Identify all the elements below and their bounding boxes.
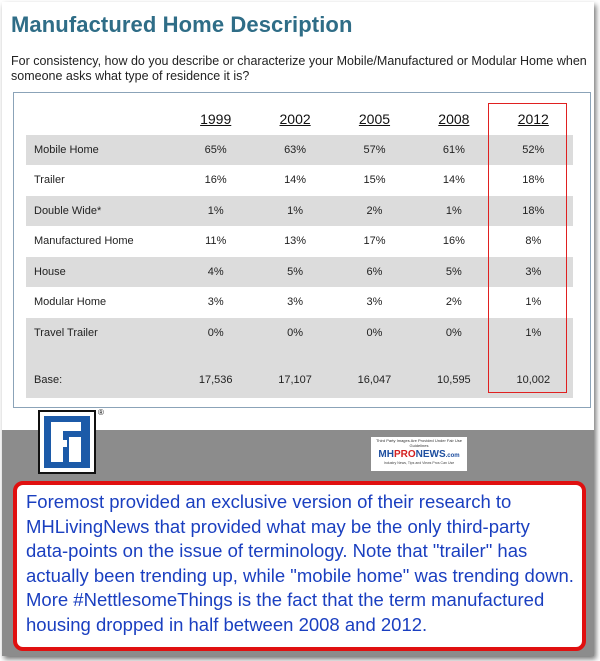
table-cell: 61%	[442, 143, 465, 156]
table-cell: 18%	[522, 204, 545, 217]
table-cell: 11%	[205, 235, 227, 248]
base-cell: 17,107	[278, 374, 312, 386]
table-cell: 16%	[442, 235, 465, 248]
mhpronews-logo: MHPRONEWS.com	[378, 449, 460, 460]
year-header: 2005	[358, 111, 391, 128]
table-cell: 6%	[366, 265, 383, 278]
row-label: Manufactured Home	[34, 235, 134, 248]
table-cell: 52%	[522, 143, 545, 156]
survey-question: For consistency, how do you describe or characterize your Mobile/Manufactured or Modular Home when someone asks what type of residence it is?	[11, 54, 587, 83]
header-blank	[26, 104, 176, 135]
table-cell: 14%	[284, 174, 307, 187]
row-label: Mobile Home	[34, 143, 99, 156]
base-cell: 17,536	[198, 374, 233, 386]
table-cell: 1%	[525, 326, 542, 339]
caption-text: Foremost provided an exclusive version of their research to MHLivingNews that provided what may be the only third-party data-points on the issue of terminology. Note that "trailer" has actually been trending up, while "mobile home" was trending down. More #NettlesomeThings is the fact that the term manufactured housing dropped in half between 2008 and 2012.	[26, 491, 574, 635]
table-cell: 3%	[525, 265, 542, 278]
badge-fair-use-text: Third Party Images Are Provided Under Fair Use Guidelines	[375, 438, 463, 448]
table-cell: 65%	[204, 143, 227, 156]
table-cell: 0%	[287, 326, 304, 339]
base-cell: 16,047	[357, 374, 392, 386]
table-cell: 3%	[207, 296, 224, 309]
year-header: 2008	[438, 111, 470, 128]
registered-mark: ®	[98, 408, 104, 417]
table-cell: 3%	[366, 296, 383, 309]
table-cell: 1%	[445, 204, 462, 217]
year-header: 2012	[517, 111, 549, 128]
table-cell: 2%	[366, 204, 383, 217]
row-label: Travel Trailer	[34, 326, 98, 339]
table-cell: 13%	[284, 235, 307, 248]
table-cell: 0%	[445, 326, 462, 339]
table-cell: 2%	[445, 296, 462, 309]
table-cell: 15%	[363, 174, 386, 187]
year-header: 1999	[200, 111, 232, 128]
base-label: Base:	[34, 374, 63, 386]
table-cell: 8%	[525, 235, 542, 248]
page-title: Manufactured Home Description	[11, 12, 353, 37]
table-cell: 17%	[363, 235, 386, 248]
table-cell: 4%	[207, 265, 224, 278]
row-label: Double Wide*	[34, 204, 102, 217]
base-cell: 10,002	[516, 374, 551, 386]
table-cell: 16%	[204, 174, 227, 187]
table-cell: 5%	[287, 265, 304, 278]
table-cell: 1%	[525, 296, 542, 309]
row-label: House	[34, 265, 66, 278]
year-header: 2002	[279, 111, 311, 128]
table-cell: 1%	[207, 204, 224, 217]
table-cell: 0%	[366, 326, 383, 339]
base-cell: 10,595	[437, 374, 471, 386]
mhpronews-badge	[371, 437, 467, 471]
foremost-logo-icon	[38, 410, 96, 474]
highlight-2012-column	[488, 103, 567, 393]
table-cell: 0%	[207, 326, 224, 339]
table-cell: 57%	[363, 143, 386, 156]
table-cell: 1%	[287, 204, 304, 217]
table-cell: 14%	[442, 174, 465, 187]
table-cell: 5%	[445, 265, 462, 278]
badge-tagline: Industry News, Tips and Views Pros Can Use	[383, 461, 455, 465]
row-label: Modular Home	[34, 296, 107, 309]
caption-box	[13, 481, 586, 651]
table-cell: 3%	[287, 296, 304, 309]
row-label: Trailer	[34, 174, 65, 187]
table-cell: 63%	[284, 143, 307, 156]
table-cell: 18%	[522, 174, 545, 187]
